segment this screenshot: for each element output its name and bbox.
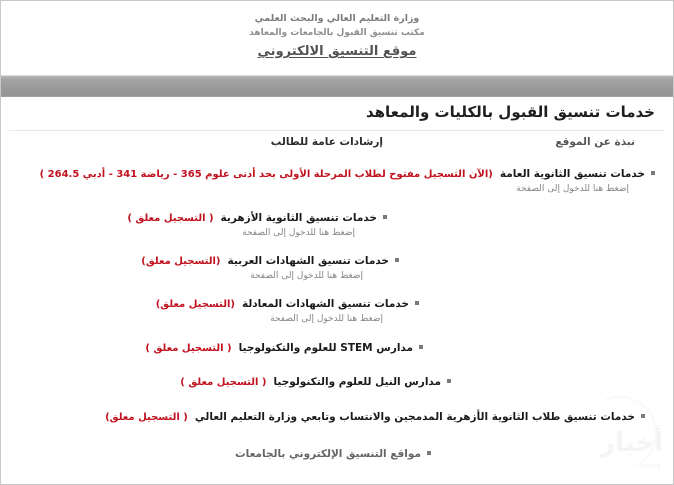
status-badge: ( التسجيل معلق ) [180, 377, 267, 388]
bullet-icon [641, 414, 645, 418]
bullet-icon [447, 379, 451, 383]
site-title[interactable]: موقع التنسيق الالكتروني [257, 44, 417, 59]
bullet-icon [419, 345, 423, 349]
service-name[interactable]: مدارس STEM للعلوم والتكنولوجيا [238, 342, 413, 354]
page-title: خدمات تنسيق القبول بالكليات والمعاهد [365, 103, 655, 121]
service-name[interactable]: خدمات تنسيق الثانوية الأزهرية [220, 212, 377, 224]
bullet-icon [383, 215, 387, 219]
service-name[interactable]: خدمات تنسيق الشهادات العربية [227, 255, 389, 267]
bullet-icon [415, 301, 419, 305]
bullet-icon [427, 451, 431, 455]
bullet-icon [395, 258, 399, 262]
list-item[interactable] [1, 297, 673, 324]
list-item[interactable] [1, 254, 673, 281]
title-divider [9, 130, 665, 131]
list-item[interactable] [1, 167, 673, 194]
nav-item-student-guidelines[interactable]: إرشادات عامة للطالب [270, 136, 383, 148]
list-item[interactable] [1, 447, 673, 462]
service-name[interactable]: مواقع التنسيق الإلكتروني بالجامعات [235, 448, 421, 460]
status-badge: (التسجيل معلق) [155, 299, 235, 310]
ministry-name: وزارة التعليم العالي والبحث العلمي [254, 13, 420, 24]
top-nav-band[interactable] [1, 75, 673, 99]
list-item[interactable] [1, 375, 673, 390]
list-item[interactable] [1, 211, 673, 238]
sub-navigation [1, 135, 673, 155]
service-link[interactable]: إضغط هنا للدخول إلى الصفحة [250, 271, 363, 281]
office-name: مكتب تنسيق القبول بالجامعات والمعاهد [249, 28, 425, 38]
service-name[interactable]: خدمات تنسيق الشهادات المعادلة [241, 298, 409, 310]
list-item[interactable] [1, 410, 673, 425]
nav-item-about-site[interactable]: نبذة عن الموقع [555, 136, 635, 148]
service-link[interactable]: إضغط هنا للدخول إلى الصفحة [242, 228, 355, 238]
watermark-text: أخبار [600, 428, 663, 458]
service-name[interactable]: خدمات تنسيق طلاب الثانوية الأزهرية المدمجين والانتساب وتابعي وزارة التعليم العالي [194, 411, 635, 423]
masthead [1, 1, 673, 71]
status-badge: (الآن التسجيل مفتوح لطلاب المرحلة الأولى بحد أدنى علوم 365 - رياضة 341 - أدبي 264.5 ) [39, 169, 493, 180]
status-badge: ( التسجيل معلق) [105, 412, 188, 423]
watermark-subtext: news [640, 462, 661, 470]
service-name[interactable]: مدارس النيل للعلوم والتكنولوجيا [273, 376, 441, 388]
service-link[interactable]: إضغط هنا للدخول إلى الصفحة [516, 184, 629, 194]
content-area [1, 97, 673, 484]
bullet-icon [651, 171, 655, 175]
status-badge: (التسجيل معلق) [141, 256, 221, 267]
service-name[interactable]: خدمات تنسيق الثانوية العامة [499, 168, 645, 180]
status-badge: ( التسجيل معلق ) [145, 343, 232, 354]
services-list [1, 167, 673, 466]
list-item[interactable] [1, 341, 673, 356]
status-badge: ( التسجيل معلق ) [127, 213, 214, 224]
service-link[interactable]: إضغط هنا للدخول إلى الصفحة [270, 314, 383, 324]
